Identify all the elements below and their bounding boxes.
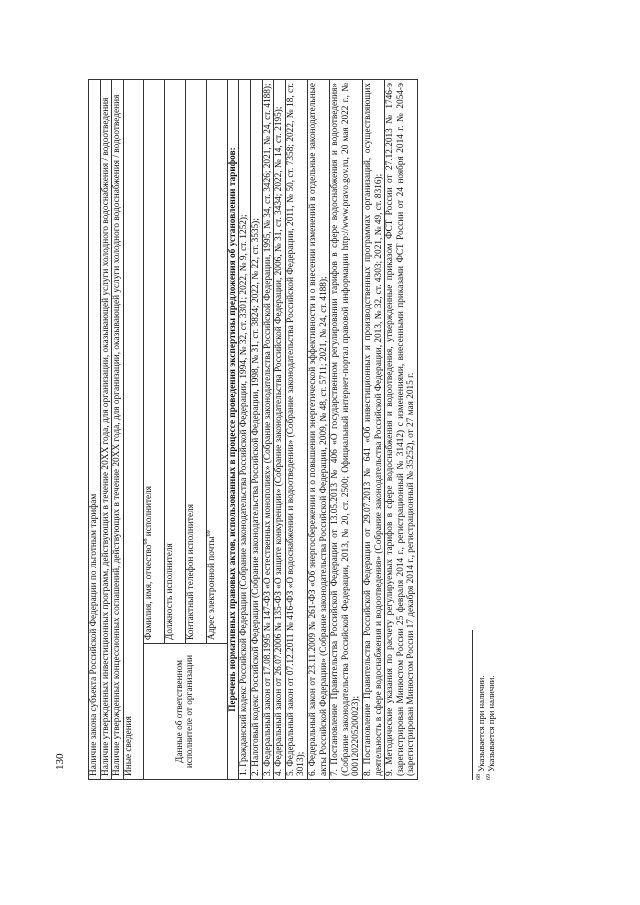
law-row bbox=[239, 79, 251, 779]
row-text: Иные сведения bbox=[123, 79, 143, 779]
contact-label: Данные об ответственном исполнителе от организации bbox=[143, 644, 227, 780]
row-text: Наличие утвержденных инвестиционных программ, действующих в течение 20ХХ года, для организации, оказывающей услуги холодного водоснабжения / водоотведения bbox=[100, 79, 112, 779]
law-item: 7. Постановление Правительства Российской Федерации от 13.05.2013 № 406 «О государственном регулировании тарифов в сфере водоснабжения и водоотведения» (Собрание законодательства Российской Федерации, 2013, № 20, ст. 2500; Официальный интернет-портал правовой информации http://www.pravo.gov.ru, 20 мая 2022 г., № 0001202205200023); bbox=[330, 79, 363, 779]
law-row bbox=[285, 79, 307, 779]
law-item: 2. Налоговый кодекс Российской Федерации (Собрание законодательства Российской Федерации, 1998, № 31, ст. 3824; 2022, № 22, ст. 3535); bbox=[250, 79, 262, 779]
footnote-ref: 69 bbox=[205, 530, 212, 537]
law-item: 8. Постановление Правительства Российской Федерации от 29.07.2013 № 641 «Об инвестиционных и производственных программах организаций, осуществляющих деятельность в сфере водоснабжения и водоотведения» (Собрание законодательства Российской Федерации, 2013, № 32, ст. 4303; 2021, № 49, ст. 8316); bbox=[362, 79, 384, 779]
law-row bbox=[330, 79, 363, 779]
footnote: $^{69}$ Указывается при наличии. bbox=[486, 675, 496, 780]
law-row bbox=[262, 79, 274, 779]
table-row bbox=[123, 79, 143, 779]
law-row bbox=[307, 79, 329, 779]
footnotes bbox=[472, 80, 496, 780]
law-item: 3. Федеральный закон от 17.08.1995 № 147-ФЗ «О естественных монополиях» (Собрание законодательства Российской Федерации, 1995, № 34, ст. 3426; 2021, № 24, ст. 4188); bbox=[262, 79, 274, 779]
laws-header: Перечень нормативных правовых актов, использованных в процессе проведения экспертизы предложения об установлении тарифов: bbox=[227, 79, 239, 779]
row-text: Наличие закона субъекта Российской Федерации по льготным тарифам bbox=[89, 79, 101, 779]
rotated-page bbox=[54, 80, 496, 780]
footnote-rule bbox=[472, 630, 473, 780]
law-item: 1. Гражданский кодекс Российской Федерации (Собрание законодательства Российской Федерации, 1994, № 32, ст. 3301; 2022, № 9, ст. 1252); bbox=[239, 79, 251, 779]
law-row bbox=[362, 79, 384, 779]
expertise-table bbox=[88, 79, 418, 780]
contact-field: Контактный телефон исполнителя bbox=[185, 79, 206, 643]
table-row bbox=[112, 79, 124, 779]
law-row bbox=[274, 79, 286, 779]
law-item: 6. Федеральный закон от 23.11.2009 № 261-ФЗ «Об энергосбережении и о повышении энергетической эффективности и о внесении изменений в отдельные законодательные акты Российской Федерации» (Собрание законодательства Российской Федерации, 2009, № 48, ст. 5711; 2021, № 24, ст. 4188); bbox=[307, 79, 329, 779]
contact-field: Фамилия, имя, отчество$^{68}$ исполнителя bbox=[143, 79, 164, 643]
law-item: 5. Федеральный закон от 07.12.2011 № 416-ФЗ «О водоснабжении и водоотведении» (Собрание законодательства Российской Федерации, 2011, № 50, ст. 7358; 2022, № 18, ст. 3013); bbox=[285, 79, 307, 779]
page-number: 130 bbox=[54, 753, 66, 770]
law-item: 9. Методические указания по расчету регулируемых тарифов в сфере водоснабжения и водоотведения, утвержденные приказом ФСТ России от 27.12.2013 № 1746-э (зарегистрирован Минюстом России 25 февраля 2014 г., регистрационный № 31412) с изменениями, внесенными приказами ФСТ России от 24 ноября 2014 г. № 2054-э (зарегистрирован Минюстом России 17 декабря 2014 г., регистрационный № 35252), от 27 мая 2015 г. bbox=[385, 79, 418, 779]
laws-header-row bbox=[227, 79, 239, 779]
table-row bbox=[89, 79, 101, 779]
contact-field: Должность исполнителя bbox=[164, 79, 185, 643]
table-row bbox=[100, 79, 112, 779]
law-row bbox=[250, 79, 262, 779]
row-text: Наличие утвержденных концессионных соглашений, действующих в течение 20ХХ года, для организации, оказывающей услуги холодного водоснабжения / водоотведения bbox=[112, 79, 124, 779]
footnote: $^{68}$ Указывается при наличии. bbox=[476, 675, 486, 780]
contact-field: Адрес электронной почты$^{69}$ bbox=[206, 79, 227, 643]
footnote-ref: 68 bbox=[142, 538, 149, 545]
law-item: 4. Федеральный закон от 26.07.2006 № 135-ФЗ «О защите конкуренции» (Собрание законодательства Российской Федерации, 2006, № 31, ст. 3434; 2022, № 14, ст. 2195); bbox=[274, 79, 286, 779]
law-row bbox=[385, 79, 418, 779]
contact-row bbox=[143, 79, 164, 779]
